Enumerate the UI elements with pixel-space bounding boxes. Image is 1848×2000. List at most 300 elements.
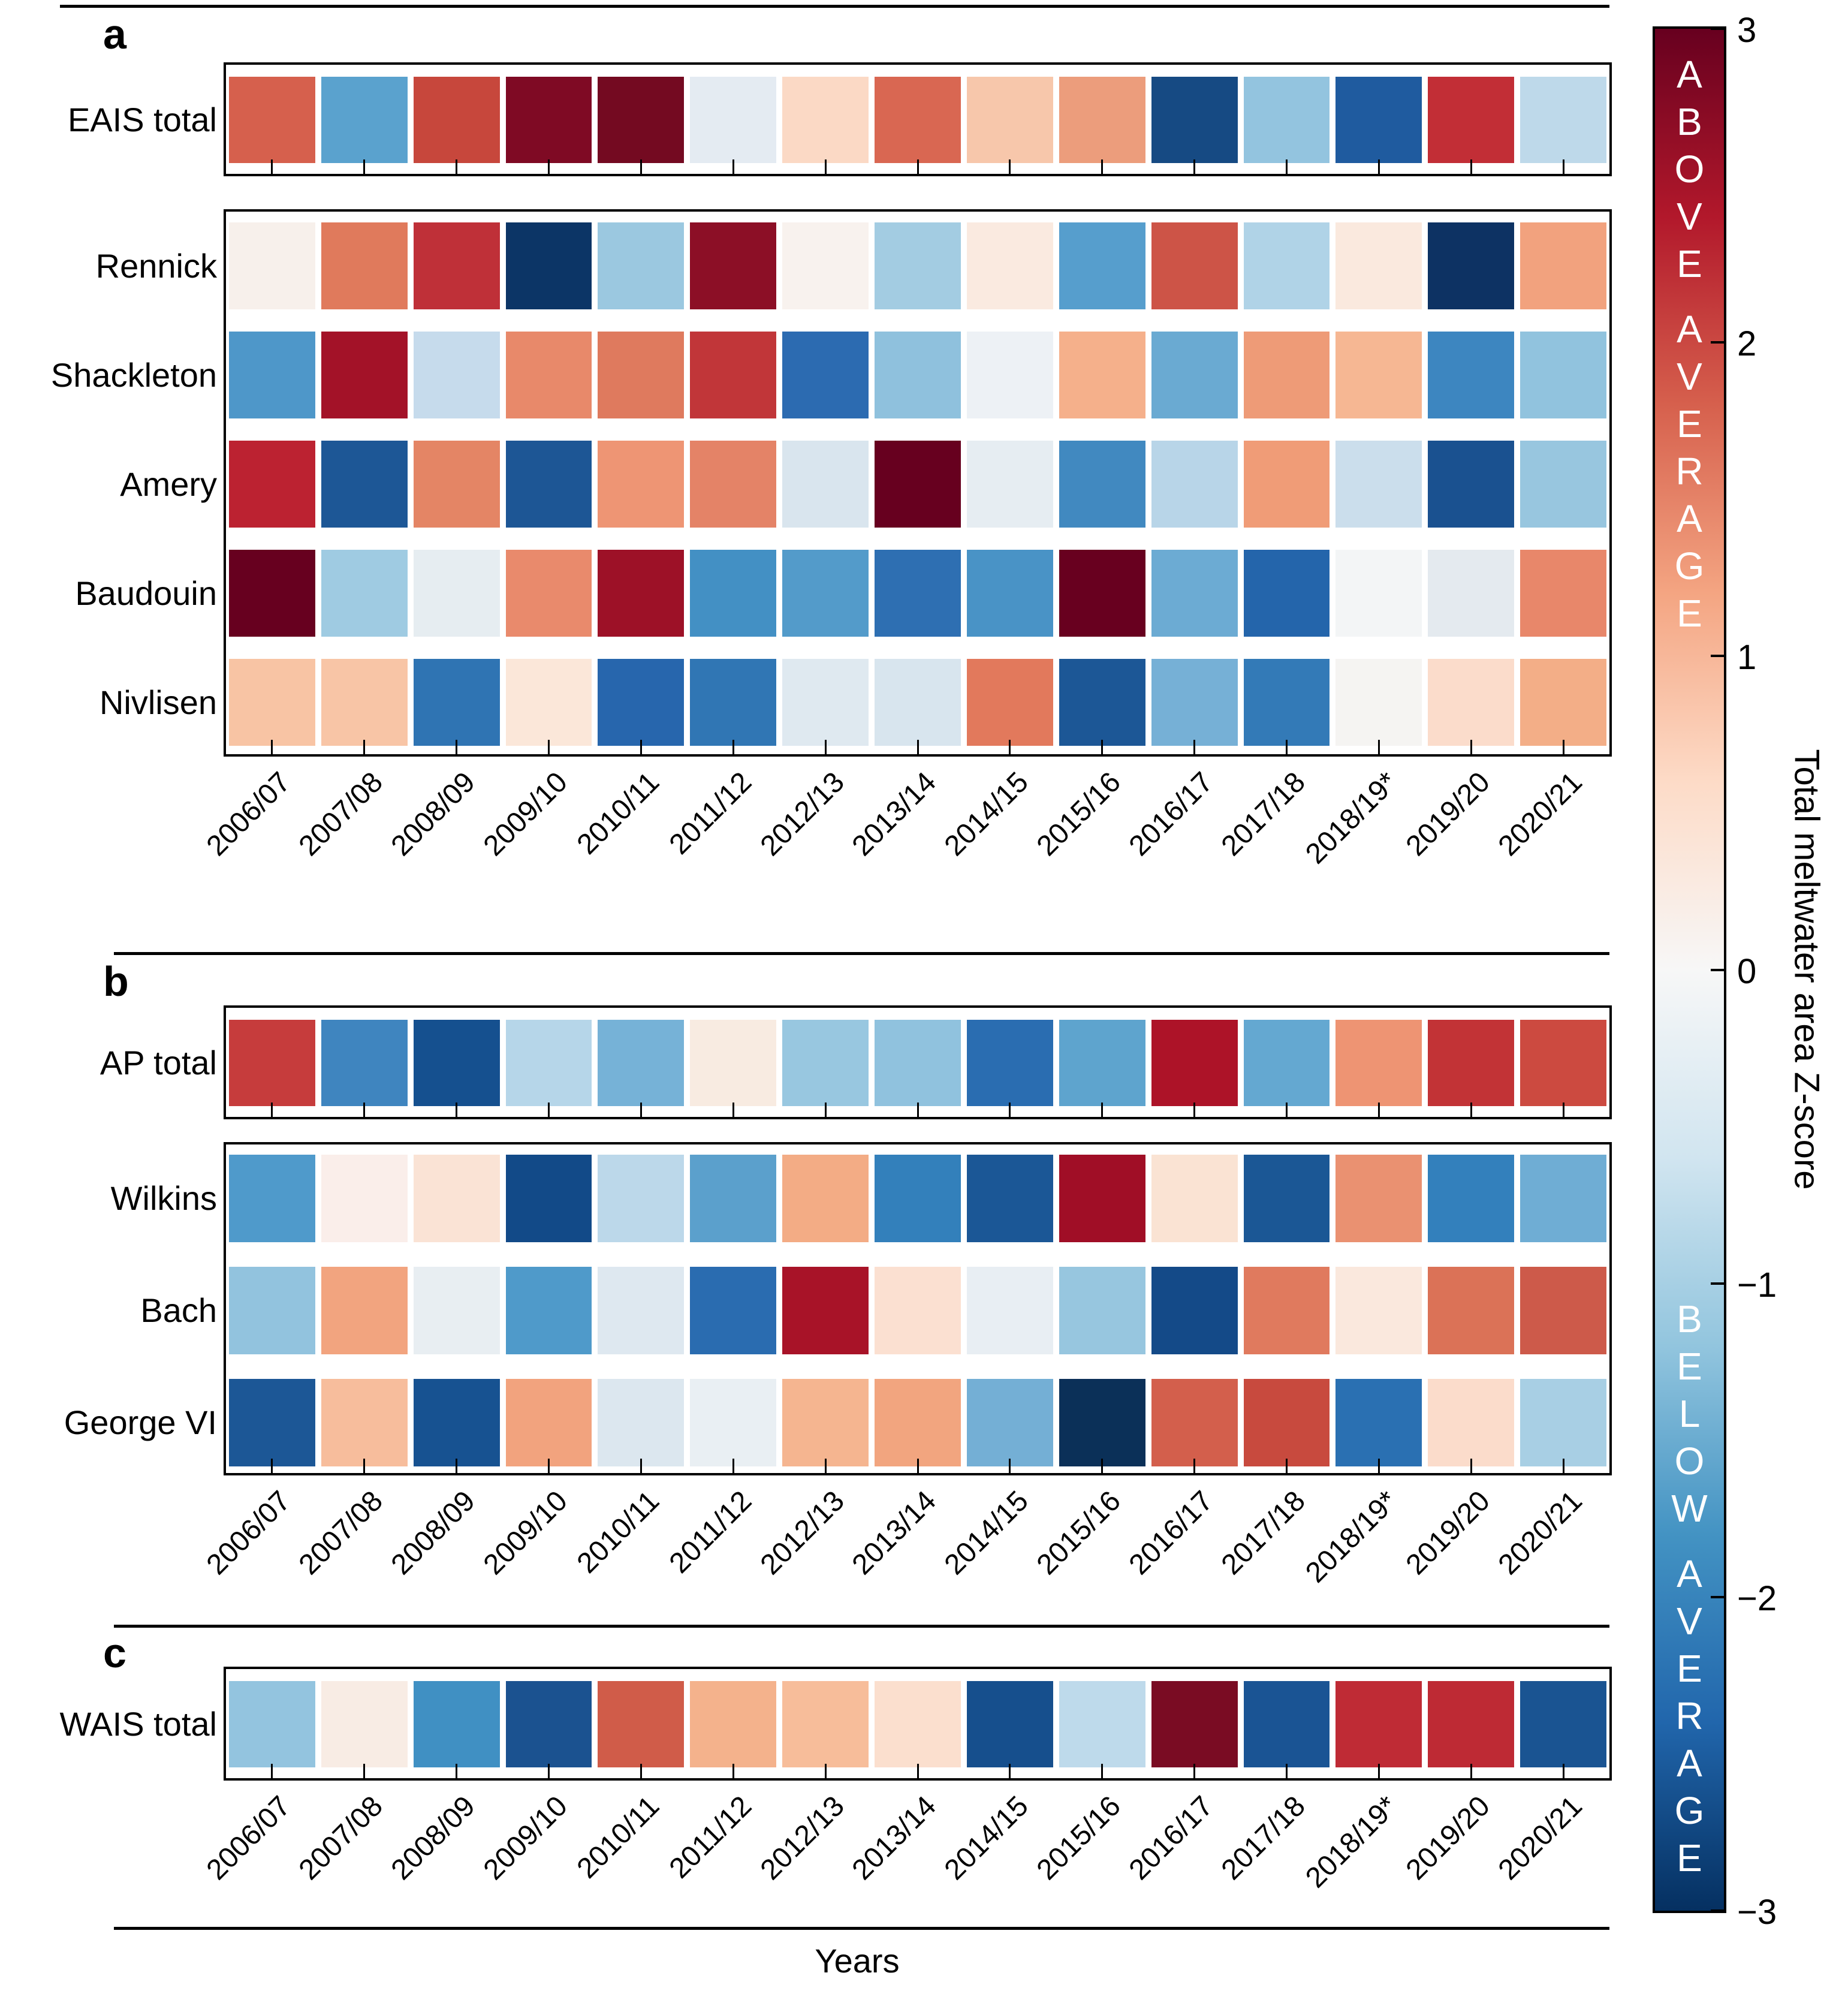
heatmap-cell: [875, 1155, 961, 1242]
x-tick-mark: [363, 159, 365, 174]
heatmap-cell: [1520, 441, 1606, 528]
colorbar-above-average-letter: V: [1677, 355, 1702, 398]
heatmap-cell: [1151, 1020, 1238, 1106]
heatmap-cell: [967, 550, 1053, 637]
heatmap-cell: [414, 1681, 500, 1767]
x-tick-label: 2013/14: [846, 766, 943, 863]
heatmap-cell: [1335, 1020, 1422, 1106]
colorbar-below-average-letter: B: [1677, 1297, 1702, 1341]
heatmap-cell: [967, 1681, 1053, 1767]
heatmap-cell: [414, 222, 500, 309]
panel-a-letter: a: [103, 11, 126, 58]
x-tick-label: 2006/07: [201, 766, 297, 863]
x-tick-mark: [548, 159, 550, 174]
x-tick-mark: [825, 159, 827, 174]
colorbar-tick-label: 2: [1737, 324, 1757, 364]
x-tick-mark: [1470, 1764, 1472, 1778]
heatmap-cell: [1151, 550, 1238, 637]
heatmap-cell: [1244, 1155, 1330, 1242]
heatmap-cell: [506, 77, 592, 163]
heatmap-cell: [1520, 659, 1606, 746]
heatmap-cell: [1059, 77, 1145, 163]
x-tick-mark: [825, 740, 827, 754]
x-tick-label: 2013/14: [846, 1484, 943, 1582]
x-tick-label: 2018/19*: [1300, 766, 1404, 871]
heatmap-cell: [967, 1267, 1053, 1354]
heatmap-cell: [414, 332, 500, 418]
colorbar-tick-label: −1: [1737, 1265, 1777, 1305]
x-tick-label: 2020/21: [1492, 1484, 1588, 1582]
heatmap-cell: [414, 1379, 500, 1466]
separator-line-top: [60, 5, 1609, 8]
heatmap-cell: [1244, 659, 1330, 746]
heatmap-cell: [1151, 1681, 1238, 1767]
x-tick-label: 2008/09: [385, 766, 482, 863]
x-tick-mark: [456, 1459, 457, 1473]
colorbar-below-average-letter: W: [1671, 1487, 1708, 1530]
x-tick-mark: [1286, 740, 1288, 754]
x-tick-label: 2012/13: [754, 766, 851, 863]
x-tick-mark: [271, 1764, 273, 1778]
heatmap-cell: [229, 77, 315, 163]
heatmap-cell: [229, 441, 315, 528]
x-tick-mark: [917, 159, 919, 174]
x-tick-mark: [456, 1103, 457, 1117]
heatmap-cell: [782, 1681, 869, 1767]
heatmap-cell: [1428, 77, 1514, 163]
heatmap-cell: [1151, 441, 1238, 528]
x-tick-mark: [1009, 740, 1011, 754]
heatmap-cell: [1335, 1267, 1422, 1354]
x-tick-label: 2011/12: [663, 1484, 758, 1580]
x-tick-mark: [1193, 1459, 1195, 1473]
heatmap-cell: [1244, 1267, 1330, 1354]
heatmap-cell: [1520, 1155, 1606, 1242]
heatmap-cell: [1059, 441, 1145, 528]
heatmap-cell: [321, 441, 408, 528]
heatmap-cell: [321, 1155, 408, 1242]
heatmap-cell: [690, 77, 776, 163]
x-tick-mark: [548, 1459, 550, 1473]
row-label: Rennick: [95, 246, 217, 285]
heatmap-cell: [321, 77, 408, 163]
colorbar-tick-label: −3: [1737, 1893, 1777, 1932]
x-tick-mark: [363, 1764, 365, 1778]
heatmap-cell: [1428, 550, 1514, 637]
x-tick-mark: [1009, 159, 1011, 174]
heatmap-cell: [1059, 659, 1145, 746]
heatmap-cell: [1151, 1267, 1238, 1354]
heatmap-cell: [875, 77, 961, 163]
heatmap-cell: [414, 550, 500, 637]
row-label: George VI: [64, 1403, 217, 1441]
x-tick-mark: [1378, 159, 1380, 174]
x-tick-label: 2014/15: [939, 1790, 1035, 1887]
heatmap-cell: [506, 1267, 592, 1354]
x-tick-mark: [732, 1459, 734, 1473]
heatmap-cell: [967, 659, 1053, 746]
heatmap-cell: [1059, 1020, 1145, 1106]
heatmap-cell: [321, 222, 408, 309]
x-tick-mark: [1009, 1764, 1011, 1778]
heatmap-cell: [1520, 1020, 1606, 1106]
heatmap-cell: [1151, 1155, 1238, 1242]
colorbar-axis-label: Total meltwater area Z-score: [1787, 749, 1826, 1190]
heatmap-cell: [229, 1379, 315, 1466]
heatmap-cell: [1151, 659, 1238, 746]
x-tick-mark: [363, 1103, 365, 1117]
x-tick-mark: [640, 159, 642, 174]
x-tick-label: 2010/11: [571, 1790, 666, 1885]
heatmap-cell: [321, 1681, 408, 1767]
colorbar-below-average-letter: A: [1677, 1552, 1702, 1595]
x-tick-mark: [456, 1764, 457, 1778]
colorbar-tick-mark: [1711, 969, 1724, 971]
heatmap-cell: [782, 1020, 869, 1106]
x-tick-label: 2015/16: [1030, 1484, 1128, 1582]
x-tick-label: 2020/21: [1492, 1790, 1588, 1887]
heatmap-cell: [598, 1020, 684, 1106]
heatmap-cell: [1059, 1681, 1145, 1767]
heatmap-cell: [229, 222, 315, 309]
colorbar-below-average-letter: L: [1678, 1392, 1701, 1435]
colorbar-above-average-letter: B: [1677, 100, 1702, 143]
heatmap-cell: [967, 332, 1053, 418]
x-tick-mark: [271, 159, 273, 174]
heatmap-cell: [782, 332, 869, 418]
heatmap-cell: [967, 77, 1053, 163]
heatmap-cell: [1520, 1267, 1606, 1354]
x-tick-mark: [1101, 1764, 1103, 1778]
heatmap-cell: [598, 77, 684, 163]
heatmap-cell: [1428, 441, 1514, 528]
heatmap-cell: [875, 222, 961, 309]
heatmap-cell: [1244, 77, 1330, 163]
heatmap-cell: [506, 1379, 592, 1466]
heatmap-cell: [506, 1681, 592, 1767]
heatmap-cell: [782, 77, 869, 163]
heatmap-cell: [229, 1020, 315, 1106]
heatmap-cell: [1428, 332, 1514, 418]
heatmap-cell: [690, 1267, 776, 1354]
heatmap-cell: [875, 550, 961, 637]
heatmap-cell: [967, 1379, 1053, 1466]
colorbar-above-average-letter: G: [1674, 544, 1705, 588]
heatmap-cell: [690, 1155, 776, 1242]
x-tick-label: 2017/18: [1215, 766, 1312, 863]
x-tick-mark: [917, 1103, 919, 1117]
x-tick-label: 2010/11: [571, 1484, 666, 1580]
row-label: Nivlisen: [99, 683, 217, 721]
x-axis-title: Years: [815, 1942, 900, 1980]
colorbar-tick-mark: [1711, 1282, 1724, 1285]
heatmap-cell: [1520, 550, 1606, 637]
x-tick-mark: [640, 1764, 642, 1778]
x-tick-mark: [1470, 1459, 1472, 1473]
heatmap-cell: [1335, 1155, 1422, 1242]
x-tick-mark: [548, 1103, 550, 1117]
separator-line-panel-c: [114, 1625, 1609, 1628]
colorbar-tick-label: 0: [1737, 951, 1757, 991]
heatmap-cell: [321, 1020, 408, 1106]
heatmap-cell: [1244, 1020, 1330, 1106]
heatmap-cell: [782, 550, 869, 637]
colorbar-below-average-letter: O: [1674, 1439, 1705, 1483]
heatmap-cell: [967, 441, 1053, 528]
heatmap-cell: [1059, 332, 1145, 418]
heatmap-cell: [321, 332, 408, 418]
heatmap-cell: [321, 659, 408, 746]
heatmap-cell: [875, 332, 961, 418]
heatmap-cell: [967, 1020, 1053, 1106]
x-tick-label: 2007/08: [293, 766, 390, 863]
heatmap-cell: [321, 550, 408, 637]
heatmap-cell: [782, 659, 869, 746]
colorbar-above-average-letter: E: [1677, 592, 1702, 635]
x-tick-mark: [1101, 1103, 1103, 1117]
colorbar-above-average-letter: A: [1677, 497, 1702, 540]
heatmap-cell: [1059, 550, 1145, 637]
heatmap-cell: [1335, 550, 1422, 637]
heatmap-cell: [1428, 222, 1514, 309]
x-tick-mark: [271, 1459, 273, 1473]
heatmap-cell: [782, 1379, 869, 1466]
x-tick-mark: [732, 1764, 734, 1778]
heatmap-cell: [598, 1379, 684, 1466]
heatmap-cell: [875, 1020, 961, 1106]
heatmap-cell: [1244, 441, 1330, 528]
heatmap-cell: [1151, 332, 1238, 418]
heatmap-cell: [598, 441, 684, 528]
separator-line-panel-b: [114, 952, 1609, 955]
row-label: EAIS total: [67, 101, 217, 138]
colorbar-tick-label: 3: [1737, 11, 1757, 50]
heatmap-cell: [414, 659, 500, 746]
row-label: AP total: [100, 1044, 217, 1082]
heatmap-cell: [1151, 222, 1238, 309]
x-tick-label: 2019/20: [1400, 1790, 1496, 1887]
heatmap-cell: [1335, 77, 1422, 163]
x-tick-label: 2020/21: [1492, 766, 1588, 863]
heatmap-cell: [875, 1267, 961, 1354]
x-tick-mark: [1563, 740, 1564, 754]
x-tick-mark: [825, 1764, 827, 1778]
heatmap-cell: [1428, 1267, 1514, 1354]
colorbar-above-average-letter: E: [1677, 402, 1702, 445]
heatmap-cell: [690, 1379, 776, 1466]
heatmap-cell: [598, 332, 684, 418]
x-tick-mark: [825, 1103, 827, 1117]
x-tick-mark: [1470, 1103, 1472, 1117]
row-label: Amery: [120, 465, 217, 503]
heatmap-cell: [782, 441, 869, 528]
x-tick-mark: [640, 740, 642, 754]
heatmap-cell: [1428, 1155, 1514, 1242]
separator-line-bottom: [114, 1927, 1609, 1930]
heatmap-cell: [1428, 1379, 1514, 1466]
x-tick-mark: [1193, 159, 1195, 174]
heatmap-cell: [1059, 1155, 1145, 1242]
heatmap-cell: [690, 1681, 776, 1767]
heatmap-cell: [1335, 222, 1422, 309]
x-tick-label: 2017/18: [1215, 1790, 1312, 1887]
colorbar-below-average-letter: E: [1677, 1836, 1702, 1879]
x-tick-mark: [363, 1459, 365, 1473]
x-tick-mark: [1378, 1459, 1380, 1473]
x-tick-label: 2015/16: [1030, 766, 1128, 863]
heatmap-cell: [1335, 441, 1422, 528]
heatmap-cell: [1059, 1379, 1145, 1466]
colorbar-above-average-letter: V: [1677, 195, 1702, 238]
colorbar-tick-mark: [1711, 655, 1724, 657]
colorbar-above-average-letter: E: [1677, 242, 1702, 285]
heatmap-cell: [690, 550, 776, 637]
x-tick-label: 2009/10: [477, 1790, 574, 1887]
x-tick-label: 2006/07: [201, 1484, 297, 1582]
heatmap-cell: [506, 1020, 592, 1106]
heatmap-cell: [1428, 659, 1514, 746]
colorbar-tick-mark: [1711, 28, 1724, 30]
x-tick-label: 2018/19*: [1300, 1790, 1404, 1894]
row-label: Wilkins: [110, 1179, 217, 1217]
row-label: Baudouin: [75, 574, 217, 612]
heatmap-cell: [1335, 1681, 1422, 1767]
row-label: Shackleton: [50, 356, 217, 394]
x-tick-label: 2015/16: [1030, 1790, 1128, 1887]
x-tick-label: 2007/08: [293, 1484, 390, 1582]
x-tick-mark: [1009, 1103, 1011, 1117]
x-tick-label: 2006/07: [201, 1790, 297, 1887]
x-tick-mark: [640, 1103, 642, 1117]
x-tick-label: 2012/13: [754, 1484, 851, 1582]
x-tick-mark: [1286, 1103, 1288, 1117]
heatmap-cell: [1428, 1020, 1514, 1106]
heatmap-cell: [782, 1155, 869, 1242]
heatmap-cell: [506, 1155, 592, 1242]
x-tick-label: 2009/10: [477, 766, 574, 863]
x-tick-mark: [548, 1764, 550, 1778]
heatmap-cell: [598, 550, 684, 637]
x-tick-mark: [732, 159, 734, 174]
heatmap-cell: [1520, 1681, 1606, 1767]
panel-c-letter: c: [103, 1629, 126, 1676]
x-tick-label: 2016/17: [1123, 1484, 1219, 1582]
heatmap-cell: [598, 1681, 684, 1767]
x-tick-mark: [271, 740, 273, 754]
heatmap-cell: [229, 1267, 315, 1354]
x-tick-label: 2014/15: [939, 766, 1035, 863]
heatmap-cell: [1335, 1379, 1422, 1466]
x-tick-mark: [1101, 1459, 1103, 1473]
heatmap-cell: [690, 332, 776, 418]
heatmap-cell: [598, 659, 684, 746]
heatmap-cell: [598, 222, 684, 309]
x-tick-label: 2009/10: [477, 1484, 574, 1582]
x-tick-label: 2016/17: [1123, 1790, 1219, 1887]
heatmap-cell: [690, 659, 776, 746]
x-tick-mark: [1193, 1764, 1195, 1778]
x-tick-label: 2018/19*: [1300, 1484, 1404, 1589]
x-tick-mark: [1378, 740, 1380, 754]
row-label: WAIS total: [59, 1705, 217, 1743]
heatmap-cell: [414, 1155, 500, 1242]
x-tick-mark: [1193, 740, 1195, 754]
x-tick-label: 2014/15: [939, 1484, 1035, 1582]
x-tick-mark: [1470, 740, 1472, 754]
heatmap-cell: [598, 1155, 684, 1242]
heatmap-cell: [229, 332, 315, 418]
heatmap-cell: [1520, 332, 1606, 418]
x-tick-mark: [1378, 1764, 1380, 1778]
heatmap-cell: [690, 1020, 776, 1106]
heatmap-cell: [690, 441, 776, 528]
heatmap-cell: [1244, 1379, 1330, 1466]
x-tick-label: 2019/20: [1400, 766, 1496, 863]
heatmap-cell: [1244, 550, 1330, 637]
x-tick-mark: [1470, 159, 1472, 174]
x-tick-mark: [548, 740, 550, 754]
x-tick-mark: [917, 1459, 919, 1473]
heatmap-cell: [229, 550, 315, 637]
heatmap-cell: [229, 1155, 315, 1242]
heatmap-cell: [506, 222, 592, 309]
heatmap-cell: [1059, 1267, 1145, 1354]
x-tick-mark: [1563, 1103, 1564, 1117]
x-tick-mark: [1101, 740, 1103, 754]
x-tick-label: 2008/09: [385, 1484, 482, 1582]
heatmap-cell: [229, 659, 315, 746]
x-tick-label: 2011/12: [663, 766, 758, 861]
x-tick-mark: [1193, 1103, 1195, 1117]
x-tick-mark: [363, 740, 365, 754]
heatmap-cell: [1244, 1681, 1330, 1767]
heatmap-cell: [1244, 222, 1330, 309]
colorbar-below-average-letter: V: [1677, 1600, 1702, 1643]
heatmap-cell: [1335, 659, 1422, 746]
heatmap-cell: [1059, 222, 1145, 309]
x-tick-mark: [1286, 1764, 1288, 1778]
x-tick-label: 2007/08: [293, 1790, 390, 1887]
heatmap-cell: [875, 659, 961, 746]
colorbar-above-average-letter: A: [1677, 53, 1702, 96]
x-tick-mark: [1286, 159, 1288, 174]
heatmap-cell: [414, 1020, 500, 1106]
x-tick-label: 2016/17: [1123, 766, 1219, 863]
x-tick-mark: [732, 740, 734, 754]
x-tick-label: 2013/14: [846, 1790, 943, 1887]
heatmap-cell: [321, 1379, 408, 1466]
heatmap-cell: [506, 332, 592, 418]
x-tick-mark: [1563, 1459, 1564, 1473]
heatmap-cell: [1428, 1681, 1514, 1767]
heatmap-cell: [506, 441, 592, 528]
x-tick-mark: [917, 740, 919, 754]
heatmap-cell: [1151, 1379, 1238, 1466]
heatmap-cell: [875, 1681, 961, 1767]
x-tick-mark: [1563, 159, 1564, 174]
x-tick-mark: [917, 1764, 919, 1778]
heatmap-cell: [1244, 332, 1330, 418]
x-tick-mark: [732, 1103, 734, 1117]
x-tick-label: 2008/09: [385, 1790, 482, 1887]
heatmap-cell: [875, 1379, 961, 1466]
heatmap-cell: [598, 1267, 684, 1354]
heatmap-cell: [1151, 77, 1238, 163]
heatmap-cell: [875, 441, 961, 528]
x-tick-mark: [825, 1459, 827, 1473]
x-tick-mark: [1101, 159, 1103, 174]
heatmap-cell: [782, 1267, 869, 1354]
